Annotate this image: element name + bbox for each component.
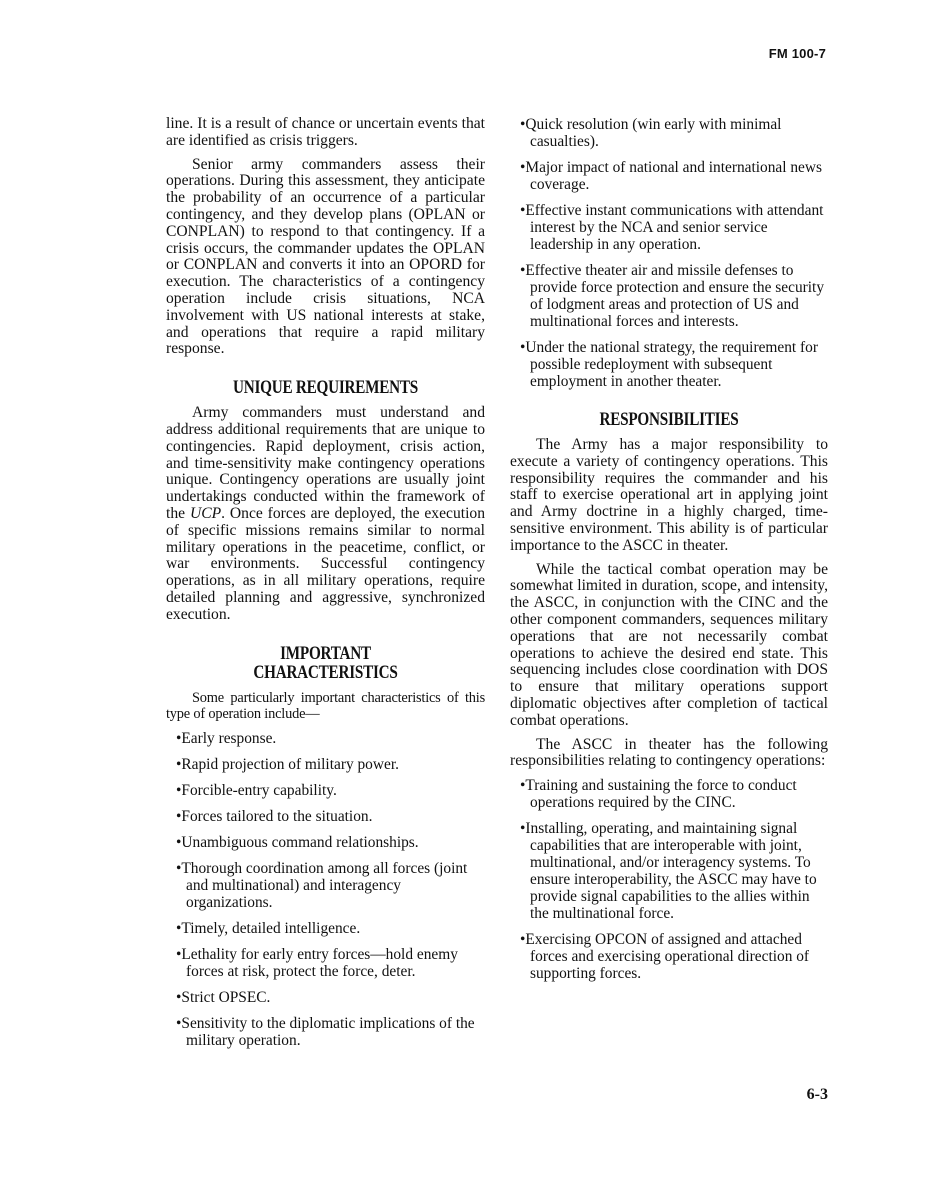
- bullet-item: •Thorough coordination among all forces (joint and multinational) and interagency organizations.: [176, 860, 468, 912]
- bullet-item: •Quick resolution (win early with minimal casualties).: [520, 116, 782, 150]
- bullet-item: •Timely, detailed intelligence.: [176, 920, 361, 938]
- paragraph: line. It is a result of chance or uncertain events that are identified as crisis triggers.: [166, 115, 485, 149]
- section-heading-important: IMPORTANT: [280, 642, 371, 664]
- bullet-item: •Effective theater air and missile defenses to provide force protection and ensure the security of lodgment areas and protection of US and multinational forces and interests.: [520, 262, 825, 330]
- paragraph: The ASCC in theater has the following responsibilities relating to contingency operations:: [510, 735, 828, 770]
- bullet-item: •Lethality for early entry forces—hold enemy forces at risk, protect the force, deter.: [176, 946, 458, 981]
- right-column: [510, 116, 828, 991]
- section-heading-characteristics: CHARACTERISTICS: [253, 661, 398, 683]
- ucp-italic: UCP: [189, 504, 222, 522]
- paragraph: Senior army commanders assess their operations. During this assessment, they anticipate the probability of an occurrence of a particular contingency, and they develop plans (OPLAN or CONPLAN) to respond to that contingency. If a crisis occurs, the commander updates the OPLAN or CONPLAN and converts it into an OPORD for execution. The characteristics of a contingency operation include crisis situations, NCA involvement with US national interests at stake, and operations that require a rapid military response.: [166, 155, 485, 358]
- bullet-item: •Major impact of national and international news coverage.: [520, 159, 822, 193]
- bullet-item: •Sensitivity to the diplomatic implications of the military operation.: [176, 1015, 475, 1050]
- bullet-item: •Forcible-entry capability.: [176, 782, 337, 800]
- paragraph: Some particularly important characteristics of this type of operation include—: [166, 689, 485, 723]
- section-heading-unique-requirements: UNIQUE REQUIREMENTS: [232, 377, 419, 399]
- bullet-item: •Unambiguous command relationships.: [176, 834, 419, 852]
- bullet-item: •Effective instant communications with attendant interest by the NCA and senior service leadership in any operation.: [520, 202, 824, 253]
- bullet-item: •Training and sustaining the force to conduct operations required by the CINC.: [520, 777, 797, 812]
- bullet-item: •Rapid projection of military power.: [176, 756, 399, 774]
- bullet-item: •Under the national strategy, the requirement for possible redeployment with subsequent employment in another theater.: [520, 339, 818, 390]
- bullet-item: •Forces tailored to the situation.: [176, 808, 373, 826]
- paragraph: While the tactical combat operation may be somewhat limited in duration, scope, and intensity, the ASCC, in conjunction with the CINC and the other component commanders, sequences military operations that are not necessarily combat operations to achieve the desired end state. This sequencing includes close coordination with DOS to ensure that military operations support diplomatic objectives after completion of tactical combat operations.: [510, 560, 828, 729]
- section-heading-responsibilities: RESPONSIBILITIES: [599, 409, 739, 430]
- paragraph: [166, 405, 485, 623]
- bullet-item: •Early response.: [176, 730, 277, 748]
- bullet-item: •Strict OPSEC.: [176, 989, 271, 1007]
- paragraph: The Army has a major responsibility to execute a variety of contingency operations. This responsibility requires the commander and his staff to exercise operational art in applying joint and Army doctrine in a highly charged, time-sensitive environment. This ability is of particular importance to the ASCC in theater.: [510, 436, 828, 554]
- page-number: 6-3: [806, 1086, 828, 1103]
- bullet-item: •Exercising OPCON of assigned and attached forces and exercising operational direction of supporting forces.: [520, 931, 810, 983]
- paragraph-text: Army commanders must understand and address additional requirements that are unique to contingencies. Rapid deployment, crisis action, and time-sensitivity make contingency operations unique. Contingency operations are usually joint undertakings conducted within the framework of the: [166, 404, 485, 522]
- paragraph-text: . Once forces are deployed, the execution of specific missions remains similar to normal military operations in the peacetime, conflict, or war environments. Successful contingency operations, as in all military operations, require detailed planning and aggressive, synchronized execution.: [166, 504, 486, 623]
- left-column: [166, 116, 485, 1058]
- running-header: FM 100-7: [768, 46, 826, 61]
- bullet-item: •Installing, operating, and maintaining signal capabilities that are interoperable with joint, multinational, and/or interagency systems. To ensure interoperability, the ASCC may have to provide signal capabilities to the allies within the multinational force.: [520, 820, 817, 923]
